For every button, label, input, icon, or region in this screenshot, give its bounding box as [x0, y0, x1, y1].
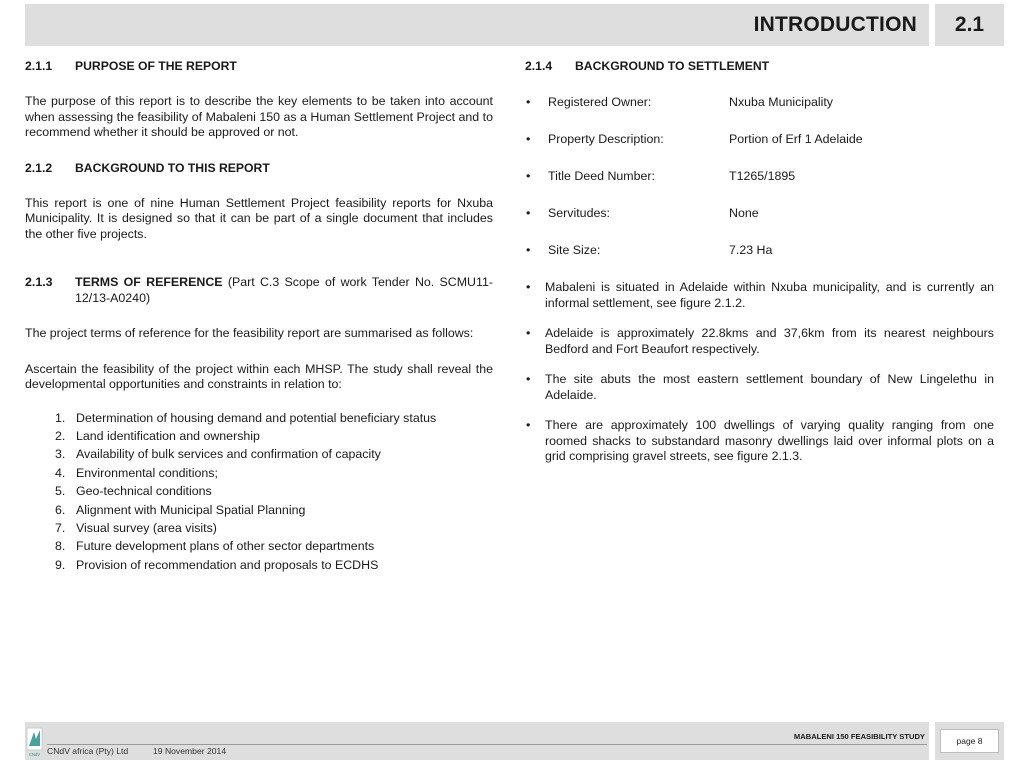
detail-row	[525, 243, 994, 259]
list-item-number: 8.	[55, 539, 66, 554]
bullet-text: There are approximately 100 dwellings of varying quality ranging from one roomed shacks to substandard masonry dwellings laid over informal plots on a grid comprising gravel streets, see figure 2.1.3.	[545, 418, 994, 463]
detail-label: Title Deed Number:	[548, 169, 655, 183]
company-name: CNdV africa (Pty) Ltd	[47, 746, 129, 756]
settlement-notes	[525, 280, 994, 465]
list-item-number: 4.	[55, 465, 66, 480]
heading-number: 2.1.1	[25, 59, 53, 73]
detail-value: None	[729, 206, 759, 220]
detail-label: Registered Owner:	[548, 95, 652, 109]
terms-scope-paragraph: Ascertain the feasibility of the project within each MHSP. The study shall reveal the developmental opportunities and constraints in relation to:	[25, 361, 493, 391]
page-footer	[25, 722, 1004, 760]
bullet-text: Mabaleni is situated in Adelaide within Nxuba municipality, and is currently an informal settlement, see figure 2.1.2.	[545, 280, 994, 310]
right-column	[525, 58, 994, 480]
logo-text: CNdV	[28, 752, 41, 757]
detail-row	[525, 132, 994, 148]
heading-number: 2.1.2	[25, 160, 53, 175]
bullet-item	[525, 280, 994, 311]
left-column	[25, 58, 493, 574]
list-item-text: Environmental conditions;	[76, 465, 218, 480]
bullet-mark: •	[526, 243, 531, 257]
heading-2-1-2	[25, 160, 493, 176]
page-header	[25, 4, 1004, 46]
terms-list-item	[55, 519, 493, 537]
bullet-mark: •	[526, 326, 531, 340]
heading-text: PURPOSE OF THE REPORT	[75, 59, 237, 73]
settlement-details	[525, 95, 994, 259]
heading-text	[75, 275, 493, 306]
purpose-paragraph: The purpose of this report is to describe the key elements to be taken into account when assessing the feasibility of Mabaleni 150 as a Human Settlement Project and to recommend whether it should be approved or not.	[25, 94, 493, 139]
detail-value: T1265/1895	[729, 169, 796, 183]
terms-list-item	[55, 409, 493, 427]
detail-row	[525, 169, 994, 185]
footer-bar	[25, 722, 929, 760]
bullet-mark: •	[526, 418, 531, 432]
bullet-mark: •	[526, 95, 531, 109]
bullet-item	[525, 372, 994, 403]
detail-value: Nxuba Municipality	[729, 95, 833, 109]
detail-row	[525, 206, 994, 222]
section-number: 2.1	[935, 4, 1004, 46]
bullet-mark: •	[526, 280, 531, 294]
list-item-text: Future development plans of other sector departments	[76, 539, 375, 554]
terms-intro-paragraph: The project terms of reference for the feasibility report are summarised as follows:	[25, 326, 474, 340]
terms-list	[25, 409, 493, 575]
detail-value: 7.23 Ha	[729, 243, 773, 257]
list-item-number: 6.	[55, 502, 66, 517]
bullet-item	[525, 326, 994, 357]
terms-list-item	[55, 464, 493, 482]
list-item-text: Provision of recommendation and proposals to ECDHS	[76, 557, 379, 572]
bullet-text: The site abuts the most eastern settlement boundary of New Lingelethu in Adelaide.	[545, 372, 994, 402]
terms-list-item	[55, 537, 493, 555]
bullet-mark: •	[526, 372, 531, 386]
header-bar	[25, 4, 929, 46]
page-number-block	[935, 722, 1004, 760]
list-item-number: 2.	[55, 428, 66, 443]
heading-2-1-1	[25, 58, 493, 74]
list-item-number: 3.	[55, 447, 66, 462]
list-item-text: Alignment with Municipal Spatial Planning	[76, 502, 306, 517]
terms-list-item	[55, 427, 493, 445]
list-item-number: 1.	[55, 410, 66, 425]
bullet-mark: •	[526, 169, 531, 183]
list-item-text: Land identification and ownership	[76, 428, 260, 443]
terms-list-item	[55, 556, 493, 574]
company-logo	[26, 726, 44, 758]
list-item-number: 5.	[55, 484, 66, 499]
detail-label: Property Description:	[548, 132, 664, 146]
bullet-mark: •	[526, 132, 531, 146]
document-title: MABALENI 150 FEASIBILITY STUDY	[793, 732, 925, 741]
list-item-number: 7.	[55, 520, 66, 535]
footer-divider	[47, 744, 927, 745]
heading-2-1-4	[525, 58, 994, 74]
terms-title: TERMS OF REFERENCE	[75, 275, 223, 289]
bullet-item	[525, 418, 994, 465]
heading-number: 2.1.3	[25, 275, 53, 289]
detail-value: Portion of Erf 1 Adelaide	[729, 132, 863, 146]
list-item-text: Visual survey (area visits)	[76, 520, 217, 535]
terms-list-item	[55, 482, 493, 500]
document-date: 19 November 2014	[153, 746, 227, 756]
list-item-text: Geo-technical conditions	[76, 484, 212, 499]
heading-number: 2.1.4	[525, 59, 553, 73]
detail-label: Site Size:	[548, 243, 601, 257]
heading-2-1-3	[25, 275, 493, 306]
page-number: page 8	[940, 729, 999, 753]
background-paragraph: This report is one of nine Human Settlement Project feasibility reports for Nxuba Municipality. It is designed so that it can be part of a single document that includes the other five projects.	[25, 195, 493, 241]
bullet-text: Adelaide is approximately 22.8kms and 37,6km from its nearest neighbours Bedford and Fort Beaufort respectively.	[545, 326, 994, 356]
page-title: INTRODUCTION	[753, 13, 917, 36]
terms-list-item	[55, 445, 493, 463]
bullet-mark: •	[526, 206, 531, 220]
heading-text: BACKGROUND TO SETTLEMENT	[575, 59, 770, 73]
terms-list-item	[55, 501, 493, 519]
heading-text: BACKGROUND TO THIS REPORT	[75, 160, 270, 175]
detail-label: Servitudes:	[548, 206, 610, 220]
terms-title-suffix: (Part C.3 Scope of work Tender No. SCMU11-12/13-A0240)	[75, 275, 493, 305]
list-item-text: Determination of housing demand and potential beneficiary status	[76, 410, 437, 425]
list-item-number: 9.	[55, 557, 66, 572]
detail-row	[525, 95, 994, 111]
list-item-text: Availability of bulk services and confirmation of capacity	[76, 447, 381, 462]
